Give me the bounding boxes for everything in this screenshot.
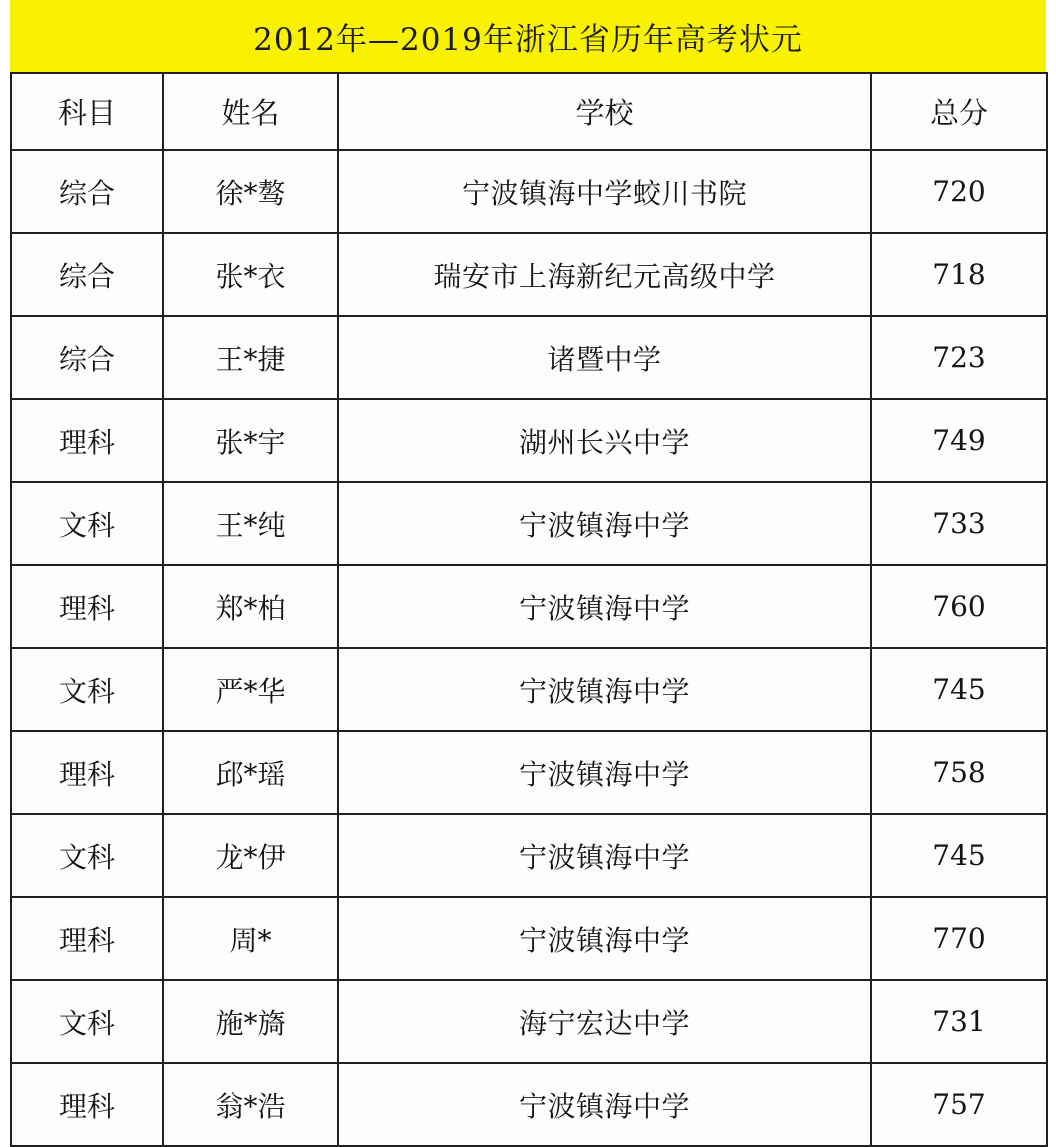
table-row [11, 980, 1047, 1063]
gaokao-top-scorers-table [10, 72, 1048, 1147]
cell-school: 宁波镇海中学 [338, 565, 871, 648]
table-row [11, 482, 1047, 565]
table-row [11, 150, 1047, 233]
cell-subject: 文科 [11, 814, 163, 897]
cell-school: 海宁宏达中学 [338, 980, 871, 1063]
cell-score: 720 [871, 150, 1047, 233]
cell-name: 邱*瑶 [163, 731, 338, 814]
cell-school: 瑞安市上海新纪元高级中学 [338, 233, 871, 316]
cell-score: 749 [871, 399, 1047, 482]
cell-score: 745 [871, 814, 1047, 897]
cell-school: 宁波镇海中学 [338, 482, 871, 565]
cell-name: 王*纯 [163, 482, 338, 565]
cell-school: 宁波镇海中学 [338, 648, 871, 731]
cell-score: 770 [871, 897, 1047, 980]
cell-score: 733 [871, 482, 1047, 565]
cell-name: 张*衣 [163, 233, 338, 316]
table-row [11, 1063, 1047, 1146]
cell-name: 徐*骜 [163, 150, 338, 233]
table-row [11, 648, 1047, 731]
column-header-score: 总分 [871, 73, 1047, 150]
cell-subject: 综合 [11, 316, 163, 399]
cell-subject: 综合 [11, 150, 163, 233]
cell-school: 诸暨中学 [338, 316, 871, 399]
cell-score: 731 [871, 980, 1047, 1063]
table-row [11, 316, 1047, 399]
table-header [11, 73, 1047, 150]
cell-score: 745 [871, 648, 1047, 731]
cell-subject: 理科 [11, 399, 163, 482]
table-row [11, 565, 1047, 648]
cell-school: 宁波镇海中学 [338, 731, 871, 814]
cell-subject: 文科 [11, 980, 163, 1063]
cell-school: 宁波镇海中学 [338, 814, 871, 897]
cell-score: 723 [871, 316, 1047, 399]
page-title: 2012年—2019年浙江省历年高考状元 [253, 21, 803, 58]
cell-school: 宁波镇海中学 [338, 897, 871, 980]
column-header-name: 姓名 [163, 73, 338, 150]
cell-name: 张*宇 [163, 399, 338, 482]
cell-name: 翁*浩 [163, 1063, 338, 1146]
cell-score: 760 [871, 565, 1047, 648]
cell-name: 施*旖 [163, 980, 338, 1063]
table-row [11, 233, 1047, 316]
cell-subject: 文科 [11, 482, 163, 565]
cell-score: 757 [871, 1063, 1047, 1146]
cell-name: 郑*柏 [163, 565, 338, 648]
cell-school: 宁波镇海中学 [338, 1063, 871, 1146]
cell-subject: 综合 [11, 233, 163, 316]
table-body [11, 150, 1047, 1146]
table-row [11, 731, 1047, 814]
cell-score: 758 [871, 731, 1047, 814]
cell-name: 严*华 [163, 648, 338, 731]
cell-subject: 理科 [11, 731, 163, 814]
cell-subject: 理科 [11, 1063, 163, 1146]
cell-name: 王*捷 [163, 316, 338, 399]
cell-school: 湖州长兴中学 [338, 399, 871, 482]
column-header-school: 学校 [338, 73, 871, 150]
table-row [11, 399, 1047, 482]
cell-subject: 理科 [11, 897, 163, 980]
table-title-bar [10, 0, 1046, 72]
cell-score: 718 [871, 233, 1047, 316]
table-row [11, 897, 1047, 980]
column-header-subject: 科目 [11, 73, 163, 150]
cell-name: 周* [163, 897, 338, 980]
cell-subject: 理科 [11, 565, 163, 648]
table-header-row [11, 73, 1047, 150]
cell-name: 龙*伊 [163, 814, 338, 897]
cell-subject: 文科 [11, 648, 163, 731]
table-row [11, 814, 1047, 897]
cell-school: 宁波镇海中学蛟川书院 [338, 150, 871, 233]
